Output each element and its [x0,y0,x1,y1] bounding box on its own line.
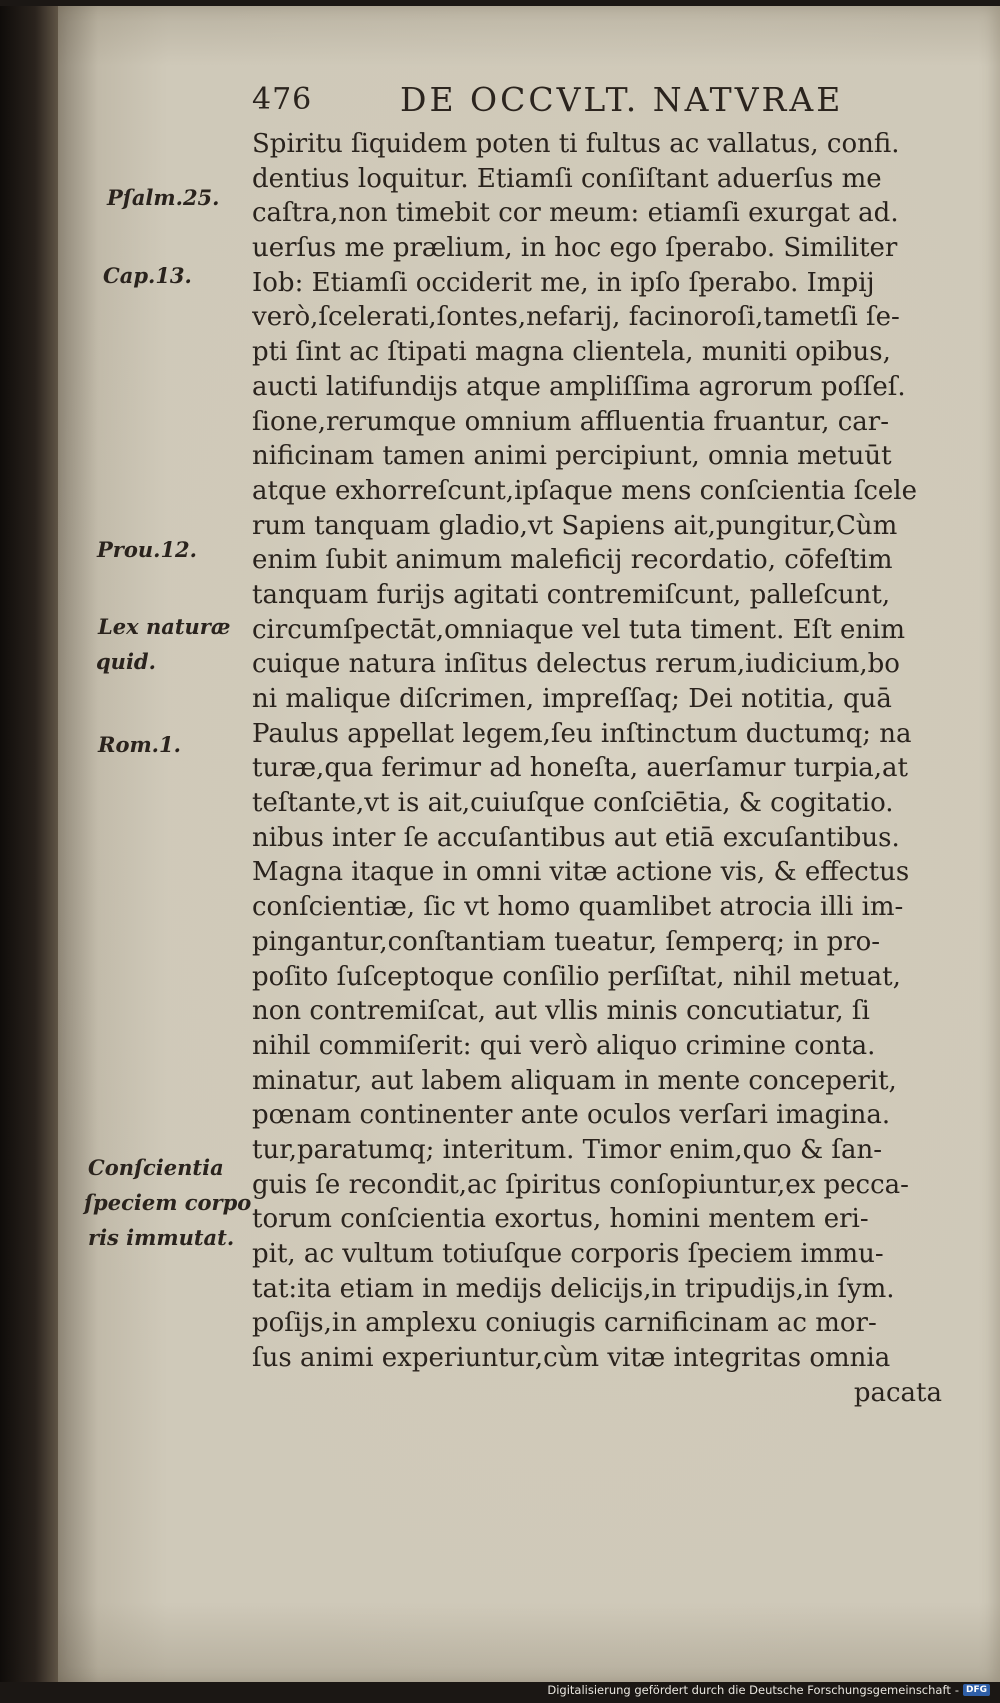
text-line: dentius loquitur. Etiamſi conſiſtant aduerſus me [252,163,882,194]
text-line: pit, ac vultum totiuſque corporis ſpeciem immu- [252,1239,884,1269]
margin-note-lex-natura: Lex naturæ [98,614,231,639]
text-line: tanquam furijs agitati contremiſcunt, palleſcunt, [252,579,891,610]
text-line: Magna itaque in omni vitæ actione vis, & effectus [252,857,910,888]
text-line: caſtra,non timebit cor meum: etiamſi exurgat ad. [252,198,899,229]
text-line: nificinam tamen animi percipiunt, omnia metuūt [252,441,892,472]
text-line: ſus animi experiuntur,cùm vitæ integritas omnia [252,1343,891,1374]
dfg-logo: DFG [963,1684,990,1696]
text-line: Spiritu ſiquidem poten ti fultus ac vallatus, confi. [252,129,900,159]
text-line: teſtante,vt is ait,cuiuſque conſciētia, & cogitatio. [252,788,894,819]
page-number: 476 [252,82,313,117]
text-line: torum conſcientia exortus, homini mentem eri- [252,1204,869,1235]
text-line: verò,ſcelerati,ſontes,nefarij, facinoroſi,tametſi ſe- [252,302,900,333]
running-head: DE OCCVLT. NATVRAE [400,80,844,119]
text-line: ni malique diſcrimen, impreſſaq; Dei notitia, quā [252,684,892,714]
text-line: enim ſubit animum maleficij recordatio, cōfeſtim [252,545,893,576]
book-gutter [0,6,64,1682]
margin-note-cap: Cap.13. [103,263,192,288]
text-line: turæ,qua ferimur ad honeſta, auerſamur turpia,at [252,753,908,784]
page-header [252,80,902,126]
text-line: circumſpectāt,omniaque vel tuta timent. Eſt enim [252,614,906,645]
margin-note-speciem-corpo: ſpeciem corpo [84,1190,252,1215]
text-line: cuique natura inſitus delectus rerum,iudicium,bo [252,649,900,680]
text-line: Paulus appellat legem,ſeu inſtinctum ductumq; na [252,718,912,749]
body-text [252,127,952,1410]
margin-note-lex-quid: quid. [96,649,156,674]
margin-note-rom: Rom.1. [98,732,181,757]
text-line: poſijs,in amplexu coniugis carnificinam ac mor- [252,1308,877,1339]
text-line: rum tanquam gladio,vt Sapiens ait,pungitur,Cùm [252,510,898,541]
catchword: pacata [853,1377,942,1408]
text-line: poſito ſuſceptoque conſilio perſiſtat, nihil metuat, [252,961,901,992]
text-line: pti ſint ac ſtipati magna clientela, muniti opibus, [252,337,891,368]
text-line: nihil commiſerit: qui verò aliquo crimine conta. [252,1030,876,1061]
margin-note-prou: Prou.12. [97,537,197,562]
text-line: nibus inter ſe accuſantibus aut etiā excuſantibus. [252,822,900,853]
text-line: tur,paratumq; interitum. Timor enim,quo & ſan- [252,1134,883,1165]
text-line: guis ſe recondit,ac ſpiritus conſopiuntur,ex pecca- [252,1169,909,1200]
text-line: ſione,rerumque omnium affluentia fruantur, car- [252,406,890,437]
margin-note-psalm: Pſalm.25. [107,185,220,210]
text-line: non contremiſcat, aut vllis minis concutiatur, ſi [252,996,870,1027]
text-line: pœnam continenter ante oculos verſari imagina. [252,1100,891,1131]
margin-note-ris-immutat: ris immutat. [88,1225,235,1250]
credit-separator: - [954,1683,959,1697]
text-line: atque exhorreſcunt,ipſaque mens conſcientia ſcele [252,475,917,506]
margin-note-conscientia: Conſcientia [88,1155,224,1180]
text-line: uerſus me prælium, in hoc ego ſperabo. Similiter [252,233,898,264]
text-line: aucti latifundijs atque ampliſſima agrorum poſſeſ. [252,371,906,402]
credit-text: Digitalisierung gefördert durch die Deutsche Forschungsgemeinschaft [547,1683,951,1697]
text-line: tat:ita etiam in medijs delicijs,in tripudijs,in ſym. [252,1273,895,1304]
digitization-credit [547,1681,990,1699]
text-line: Iob: Etiamſi occiderit me, in ipſo ſperabo. Impij [252,267,875,298]
text-line: pingantur,conſtantiam tueatur, ſemperq; in pro- [252,926,881,957]
text-line: minatur, aut labem aliquam in mente conceperit, [252,1065,897,1096]
text-line: conſcientiæ, ſic vt homo quamlibet atrocia illi im- [252,892,904,923]
